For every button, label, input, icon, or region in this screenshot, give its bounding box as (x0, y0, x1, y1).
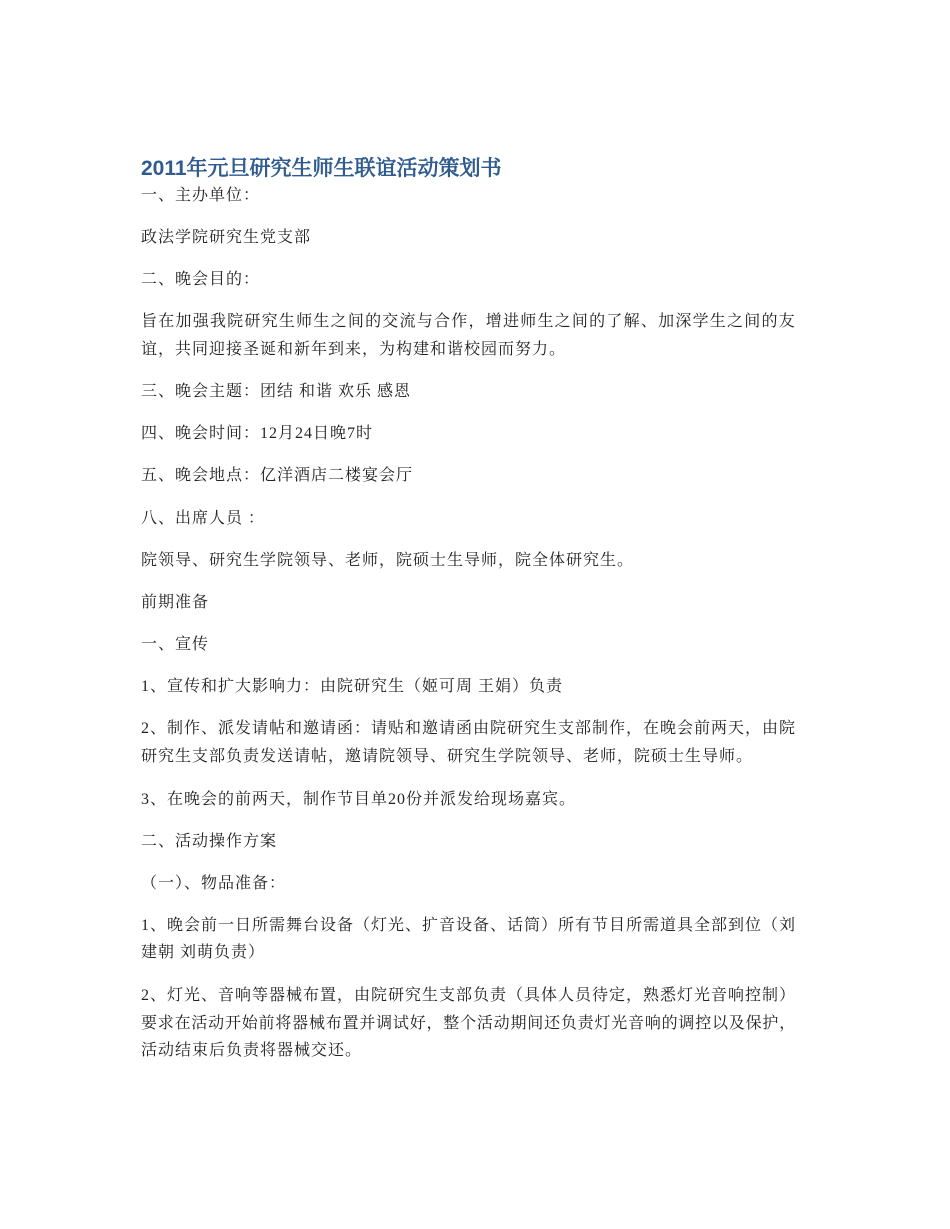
text-line: 二、活动操作方案 (141, 833, 278, 850)
text-line: 四、晚会时间：12月24日晚7时 (141, 425, 374, 442)
text-line: （一）、物品准备： (141, 875, 287, 892)
text-line: 一、主办单位： (141, 187, 261, 204)
text-line: 二、晚会目的： (141, 271, 261, 288)
text-line: 三、晚会主题：团结 和谐 欢乐 感恩 (141, 383, 412, 400)
text-line: 1、宣传和扩大影响力：由院研究生（姬可周 王娟）负责 (141, 678, 564, 695)
text-line: 院领导、研究生学院领导、老师，院硕士生导师，院全体研究生。 (141, 552, 635, 569)
text-line: 谊，共同迎接圣诞和新年到来，为构建和谐校园而努力。 (141, 341, 567, 358)
text-line: 2、制作、派发请帖和邀请函：请贴和邀请函由院研究生支部制作，在晚会前两天，由院 (141, 720, 796, 737)
text-line: 建朝 刘萌负责） (141, 944, 266, 961)
text-line: 政法学院研究生党支部 (141, 229, 312, 246)
text-line: 3、在晚会的前两天，制作节目单20份并派发给现场嘉宾。 (141, 791, 577, 808)
text-line: 活动结束后负责将器械交还。 (141, 1042, 363, 1059)
text-line: 要求在活动开始前将器械布置并调试好，整个活动期间还负责灯光音响的调控以及保护， (141, 1015, 796, 1032)
text-line: 前期准备 (141, 594, 210, 611)
text-line: 五、晚会地点：亿洋酒店二楼宴会厅 (141, 467, 414, 484)
text-line: 八、出席人员 ： (141, 510, 266, 527)
text-line: 旨在加强我院研究生师生之间的交流与合作，增进师生之间的了解、加深学生之间的友 (141, 313, 796, 330)
text-line: 2、灯光、音响等器械布置，由院研究生支部负责（具体人员待定，熟悉灯光音响控制） (141, 987, 796, 1004)
text-line: 1、晚会前一日所需舞台设备（灯光、扩音设备、话筒）所有节目所需道具全部到位（刘 (141, 917, 796, 934)
text-line: 研究生支部负责发送请帖，邀请院领导、研究生学院领导、老师，院硕士生导师。 (141, 748, 754, 765)
document-title: 2011年元旦研究生师生联谊活动策划书 (141, 157, 502, 180)
text-line: 一、宣传 (141, 636, 210, 653)
